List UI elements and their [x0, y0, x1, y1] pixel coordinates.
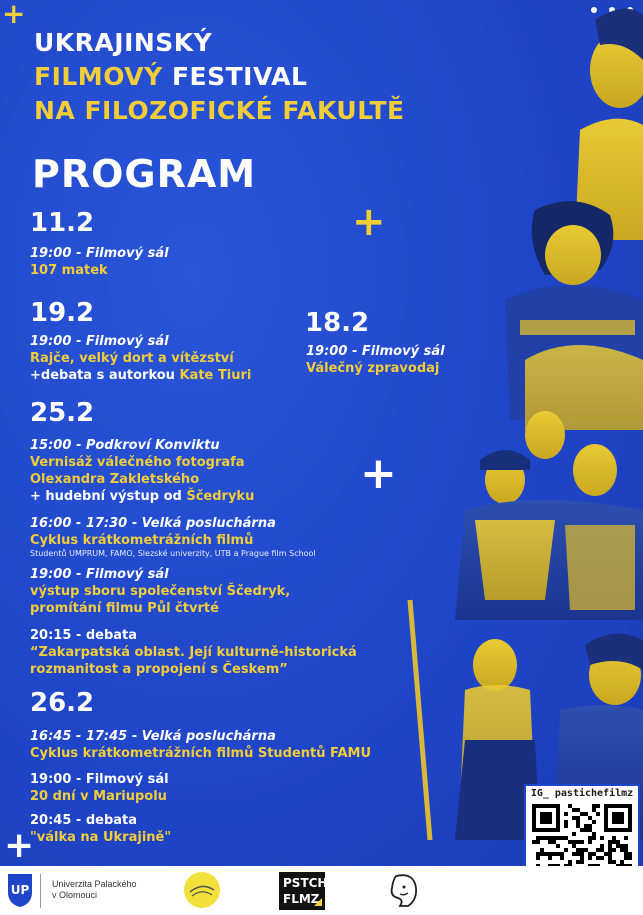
event-title: Válečný zpravodaj	[306, 361, 440, 376]
event-sep: -	[71, 334, 86, 349]
event-location: Filmový sál	[85, 567, 169, 582]
event-title: rozmanitost a propojení s Českem”	[30, 662, 288, 677]
event	[30, 627, 357, 678]
event-location: Velká posluchárna	[141, 516, 276, 531]
footer-logos	[0, 866, 643, 915]
event	[30, 437, 254, 505]
figure-face	[545, 225, 601, 285]
event-title: Cyklus krátkometrážních filmů	[30, 533, 254, 548]
event-text: +debata s autorkou	[30, 368, 180, 383]
event-text: + hudební výstup od	[30, 489, 187, 504]
title-fakulte: FAKULTĚ	[282, 96, 405, 125]
event-time: 19:00	[30, 334, 72, 349]
embroidery	[520, 320, 635, 335]
event-title: Rajče, velký dort a vítězství	[30, 351, 234, 366]
event-time: 16:00 - 17:30	[30, 516, 128, 531]
university-logo-icon	[4, 872, 36, 908]
event	[30, 728, 371, 762]
event-location: Filmový sál	[361, 344, 445, 359]
event-title: výstup sboru společenství Ščedryk,	[30, 584, 291, 599]
event-time: 20:45	[30, 813, 72, 828]
title-line-2	[34, 62, 307, 91]
pstch-logo-line: FLMZ	[283, 892, 320, 906]
event-location: Filmový sál	[85, 334, 169, 349]
event-sep: -	[127, 516, 142, 531]
event	[30, 245, 169, 279]
event-time: 19:00	[306, 344, 348, 359]
event-title: "válka na Ukrajině"	[30, 830, 172, 845]
plus-icon: +	[352, 199, 386, 245]
event	[30, 566, 290, 617]
figure-face	[573, 444, 617, 496]
date-heading: 18.2	[305, 308, 370, 338]
event-sep: -	[71, 438, 86, 453]
event-location: Filmový sál	[85, 246, 169, 261]
event	[30, 515, 316, 559]
event-sep: -	[71, 772, 86, 787]
event-title: Vernisáž válečného fotografa	[30, 455, 245, 470]
event	[30, 771, 169, 805]
event-time: 16:45 - 17:45	[30, 729, 128, 744]
event-title: 107 matek	[30, 263, 108, 278]
figure-hat	[480, 450, 530, 470]
event-title: “Zakarpatská oblast. Její kulturně-historická	[30, 645, 357, 660]
event-title: Kate Tiuri	[179, 368, 252, 383]
svg-text:UP: UP	[10, 883, 30, 897]
event	[30, 812, 171, 846]
staff	[410, 600, 430, 840]
circle-logo-icon	[182, 870, 222, 910]
event-sep: -	[71, 813, 86, 828]
event-title: Cyklus krátkometrážních filmů Studentů FAMU	[30, 746, 371, 761]
figure-shirt	[565, 525, 635, 610]
pstch-accent	[314, 898, 322, 906]
plus-icon: +	[2, 0, 26, 30]
title-filmovy: FILMOVÝ	[34, 62, 163, 91]
event-note: Studentů UMPRUM, FAMO, Slezské univerzity, UTB a Prague film School	[30, 549, 316, 558]
figure-face	[473, 639, 517, 691]
program-heading: PROGRAM	[32, 152, 257, 196]
date-heading: 11.2	[30, 208, 95, 238]
title-line-1: UKRAJINSKÝ	[34, 28, 213, 57]
event-time: 19:00	[30, 772, 72, 787]
face-logo-icon	[384, 870, 424, 910]
collage-photo	[395, 0, 643, 840]
figure-face	[525, 411, 565, 459]
title-line-3	[34, 96, 405, 125]
event-film: Půl čtvrté	[147, 601, 219, 616]
event-location: Filmový sál	[85, 772, 169, 787]
university-name-line: Univerzita Palackého	[52, 879, 137, 889]
event-sep: -	[127, 729, 142, 744]
date-heading: 26.2	[30, 688, 95, 718]
event-sep: -	[71, 567, 86, 582]
event-title: promítání filmu	[30, 601, 148, 616]
event-location: debata	[85, 813, 138, 828]
title-festival: FESTIVAL	[162, 62, 308, 91]
event-title: 20 dní v Mariupolu	[30, 789, 167, 804]
event-location: debata	[85, 628, 138, 643]
title-na-filozoficke: NA FILOZOFICKÉ	[34, 96, 283, 125]
event-time: 20:15	[30, 628, 72, 643]
event-time: 19:00	[30, 567, 72, 582]
event-title: Ščedryku	[186, 489, 255, 504]
date-heading: 19.2	[30, 298, 95, 328]
plus-icon: +	[4, 825, 35, 866]
qr-label: IG_ pastichefilmz	[530, 788, 634, 799]
footer-divider	[40, 874, 41, 908]
event-sep: -	[71, 246, 86, 261]
event-title: Olexandra Zakletského	[30, 472, 200, 487]
event-location: Velká posluchárna	[141, 729, 276, 744]
university-name-line: v Olomouci	[52, 890, 98, 900]
pstch-logo	[279, 872, 328, 910]
event-sep: -	[71, 628, 86, 643]
event-location: Podkroví Konviktu	[85, 438, 220, 453]
event-time: 19:00	[30, 246, 72, 261]
plus-icon: +	[360, 448, 397, 499]
event-time: 15:00	[30, 438, 72, 453]
pstch-logo-line: PSTCH	[283, 876, 328, 890]
event	[30, 333, 251, 384]
university-name	[52, 879, 137, 901]
event-sep: -	[347, 344, 362, 359]
figure-shirt	[475, 520, 555, 600]
date-heading: 25.2	[30, 398, 95, 428]
